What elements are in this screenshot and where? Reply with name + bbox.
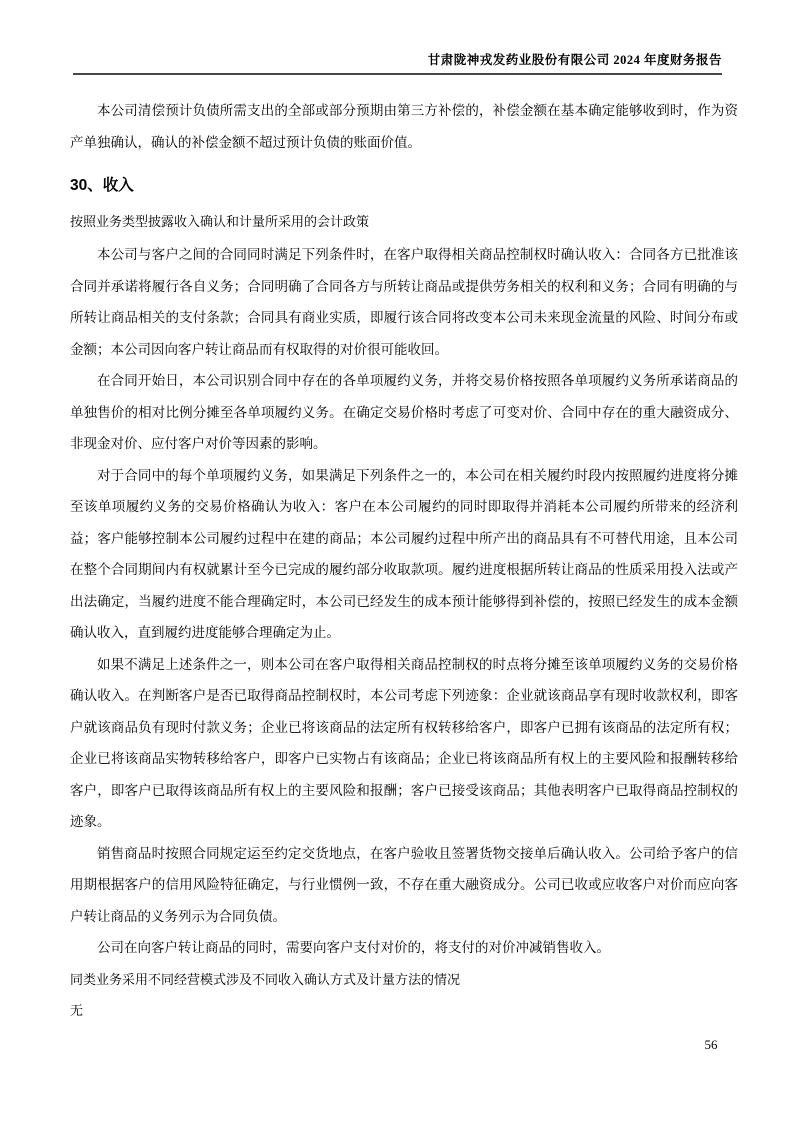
paragraph-point-in-time-control: 如果不满足上述条件之一，则本公司在客户取得相关商品控制权的时点将分摊至该单项履约义务的交易价格确认收入。在判断客户是否已取得商品控制权时，本公司考虑下列迹象：企业就该商品享有现时收款权利，即客户就该商品负有现时付款义务；企业已将该商品的法定所有权转移给客户，即客户已拥有该商品的法定所有权；企业已将该商品实物转移给客户，即客户已实物占有该商品；企业已将该商品所有权上的主要风险和报酬转移给客户，即客户已取得该商品所有权上的主要风险和报酬；客户已接受该商品；其他表明客户已取得商品控制权的迹象。 (70, 656, 738, 829)
page-header (73, 50, 722, 75)
none-value: 无 (70, 1003, 84, 1018)
paragraph-performance-obligation-over-time: 对于合同中的每个单项履约义务，如果满足下列条件之一的，本公司在相关履约时段内按照履约进度将分摊至该单项履约义务的交易价格确认为收入：客户在本公司履约的同时即取得并消耗本公司履约所带来的经济利益；客户能够控制本公司履约过程中在建的商品；本公司履约过程中所产出的商品具有不可替代用途，且本公司在整个合同期间内有权就累计至今已完成的履约部分收取款项。履约进度根据所转让商品的性质采用投入法或产出法确定，当履约进度不能合理确定时，本公司已经发生的成本预计能够得到补偿的，按照已经发生的成本金额确认收入，直到履约进度能够合理确定为止。 (70, 467, 738, 640)
paragraph-goods-delivery-credit: 销售商品时按照合同规定运至约定交货地点，在客户验收且签署货物交接单后确认收入。公司给予客户的信用期根据客户的信用风险特征确定，与行业惯例一致，不存在重大融资成分。公司已收或应收客户对价而应向客户转让商品的义务列示为合同负债。 (70, 845, 738, 924)
document-body (70, 95, 738, 1027)
policy-disclosure-intro: 按照业务类型披露收入确认和计量所采用的会计政策 (70, 213, 370, 229)
paragraph-transaction-price-allocation: 在合同开始日，本公司识别合同中存在的各单项履约义务，并将交易价格按照各单项履约义务所承诺商品的单独售价的相对比例分摊至各单项履约义务。在确定交易价格时考虑了可变对价、合同中存在的重大融资成分、非现金对价、应付客户对价等因素的影响。 (70, 373, 738, 451)
section-heading-revenue: 30、收入 (70, 177, 134, 194)
paragraph-provision-compensation: 本公司清偿预计负债所需支出的全部或部分预期由第三方补偿的，补偿金额在基本确定能够收到时，作为资产单独确认，确认的补偿金额不超过预计负债的账面价值。 (70, 103, 738, 150)
page-number: 56 (704, 1037, 718, 1052)
paragraph-consideration-payable: 公司在向客户转让商品的同时，需要向客户支付对价的，将支付的对价冲减销售收入。 (97, 940, 610, 955)
same-business-model-note: 同类业务采用不同经营模式涉及不同收入确认方式及计量方法的情况 (70, 971, 461, 987)
report-title: 甘肃陇神戎发药业股份有限公司 2024 年度财务报告 (427, 53, 722, 67)
paragraph-contract-conditions: 本公司与客户之间的合同同时满足下列条件时，在客户取得相关商品控制权时确认收入：合同各方已批准该合同并承诺将履行各自义务；合同明确了合同各方与所转让商品或提供劳务相关的权利和义务；合同有明确的与所转让商品相关的支付条款；合同具有商业实质，即履行该合同将改变本公司未来现金流量的风险、时间分布或金额；本公司因向客户转让商品而有权取得的对价很可能收回。 (70, 247, 738, 357)
